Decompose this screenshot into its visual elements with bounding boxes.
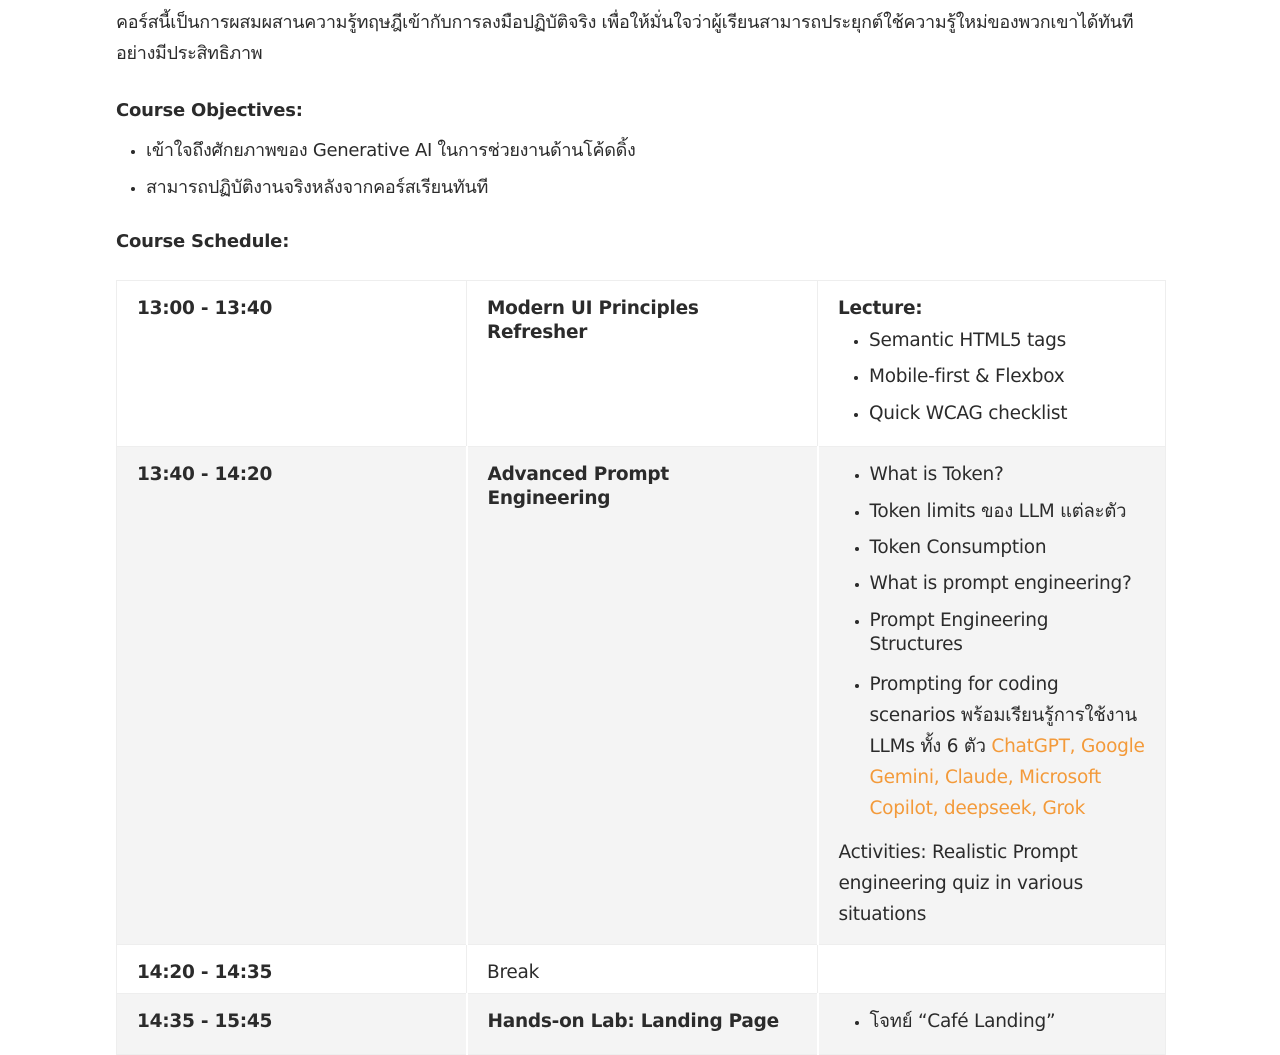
lecture-label: Lecture: — [838, 298, 923, 319]
list-item: • สามารถปฏิบัติงานจริงหลังจากคอร์สเรียนทันที — [146, 176, 1164, 200]
table-row — [117, 281, 1166, 447]
list-item: • Quick WCAG checklist — [869, 402, 1145, 426]
table-row — [117, 447, 1166, 944]
session-time: 13:40 - 14:20 — [137, 464, 273, 486]
list-item: • Token Consumption — [870, 536, 1146, 560]
list-item: • โจทย์ “Café Landing” — [870, 1010, 1146, 1034]
details-cell — [818, 447, 1166, 944]
objectives-heading: Course Objectives: — [116, 100, 303, 121]
session-topic: Modern UI Principles Refresher — [487, 298, 699, 343]
time-cell — [117, 944, 467, 993]
llm-names-highlight: ChatGPT, Google Gemini, Claude, Microsoft Copilot, deepseek, Grok — [869, 736, 1145, 820]
course-intro: คอร์สนี้เป็นการผสมผสานความรู้ทฤษฎีเข้ากับการลงมือปฏิบัติจริง เพื่อให้มั่นใจว่าผู้เรียนสามารถประยุกต์ใช้ความรู้ใหม่ของพวกเขาได้ทันที อย่างมีประสิทธิภาพ — [116, 12, 1134, 64]
list-item — [870, 669, 1146, 824]
objectives-list — [116, 139, 1164, 200]
session-topic: Hands-on Lab: Landing Page — [487, 1010, 779, 1032]
details-list — [838, 329, 1145, 426]
list-item: • Prompt Engineering Structures — [870, 609, 1146, 657]
table-row — [117, 993, 1166, 1054]
topic-cell — [467, 944, 818, 993]
schedule-heading: Course Schedule: — [116, 231, 290, 252]
prompting-text: Prompting for coding scenarios พร้อมเรียนรู้การใช้งาน LLMs ทั้ง 6 ตัว — [869, 674, 1137, 758]
session-time: 14:35 - 15:45 — [137, 1010, 273, 1032]
activities-text: Activities: Realistic Prompt engineering quiz in various situations — [838, 841, 1083, 925]
schedule-table — [116, 280, 1166, 1055]
session-topic: Break — [487, 961, 540, 983]
topic-cell — [467, 993, 818, 1054]
details-cell — [818, 281, 1166, 447]
details-cell — [818, 993, 1166, 1054]
details-list — [839, 463, 1146, 824]
time-cell — [117, 447, 467, 944]
list-item: • Token limits ของ LLM แต่ละตัว — [870, 500, 1146, 524]
list-item: • What is Token? — [870, 463, 1146, 487]
course-content — [116, 0, 1164, 1055]
time-cell — [117, 281, 467, 447]
topic-cell — [467, 281, 818, 447]
session-time: 14:20 - 14:35 — [137, 961, 273, 983]
details-list — [839, 1010, 1146, 1034]
session-time: 13:00 - 13:40 — [137, 298, 273, 319]
list-item: • Semantic HTML5 tags — [869, 329, 1145, 353]
session-topic: Advanced Prompt Engineering — [487, 464, 669, 510]
time-cell — [117, 993, 467, 1054]
list-item: • What is prompt engineering? — [870, 572, 1146, 596]
table-row — [117, 944, 1166, 993]
topic-cell — [467, 447, 818, 944]
details-cell — [818, 944, 1166, 993]
list-item: • Mobile-first & Flexbox — [869, 365, 1145, 389]
list-item: • เข้าใจถึงศักยภาพของ Generative AI ในการช่วยงานด้านโค้ดดิ้ง — [146, 139, 1164, 163]
